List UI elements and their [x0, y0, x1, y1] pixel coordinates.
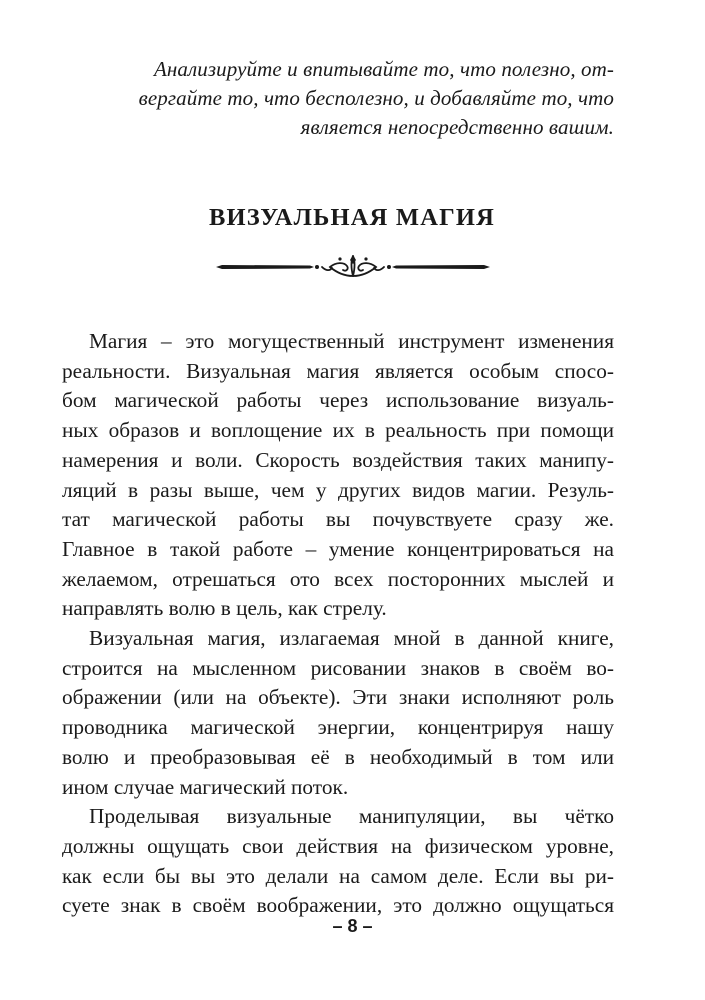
text-line: ображении (или на объекте). Эти знаки исполняют роль: [62, 685, 614, 710]
text-line: строится на мысленном рисовании знаков в своём во-: [62, 655, 614, 680]
text-line: должны ощущать свои действия на физическом уровне,: [62, 833, 614, 858]
text-line: Визуальная магия, излагаемая мной в данной книге,: [89, 626, 614, 651]
text-line: суете знак в своём воображении, это должно ощущаться: [62, 893, 614, 918]
text-line: ином случае магический поток.: [62, 774, 349, 799]
paragraph: [62, 802, 614, 921]
flourish-divider-icon: [214, 252, 492, 282]
text-line: Проделывая визуальные манипуляции, вы чётко: [89, 804, 614, 829]
text-line: волю и преобразовывая её в необходимый в том или: [62, 744, 614, 769]
page-number: – 8 –: [332, 916, 373, 936]
text-line: проводника магической энергии, концентрируя нашу: [62, 715, 614, 740]
text-line: намерения и воли. Скорость воздействия таких манипу-: [62, 447, 614, 472]
body-text: [62, 327, 614, 921]
text-line: ных образов и воплощение их в реальность при помощи: [62, 418, 614, 443]
epigraph-line: вергайте то, что бесполезно, и добавляйте то, что: [138, 86, 614, 110]
epigraph: [100, 55, 614, 142]
paragraph: [62, 624, 614, 802]
text-line: направлять волю в цель, как стрелу.: [62, 596, 387, 621]
text-line: Магия – это могущественный инструмент изменения: [89, 329, 614, 353]
text-line: бом магической работы через использование визуаль-: [62, 388, 614, 413]
epigraph-line: является непосредственно вашим.: [300, 115, 614, 139]
chapter-title: ВИЗУАЛЬНАЯ МАГИЯ: [208, 204, 496, 231]
text-line: желаемом, отрешаться ото всех посторонних мыслей и: [62, 566, 614, 591]
epigraph-line: Анализируйте и впитывайте то, что полезно, от-: [153, 57, 614, 81]
text-line: Главное в такой работе – умение концентрироваться на: [62, 536, 614, 561]
text-line: ляций в разы выше, чем у других видов магии. Резуль-: [62, 477, 614, 502]
text-line: реальности. Визуальная магия является особым спосо-: [62, 358, 614, 383]
text-line: как если бы вы это делали на самом деле. Если вы ри-: [62, 863, 614, 888]
text-line: тат магической работы вы почувствуете сразу же.: [62, 507, 614, 532]
paragraph: [62, 327, 614, 624]
